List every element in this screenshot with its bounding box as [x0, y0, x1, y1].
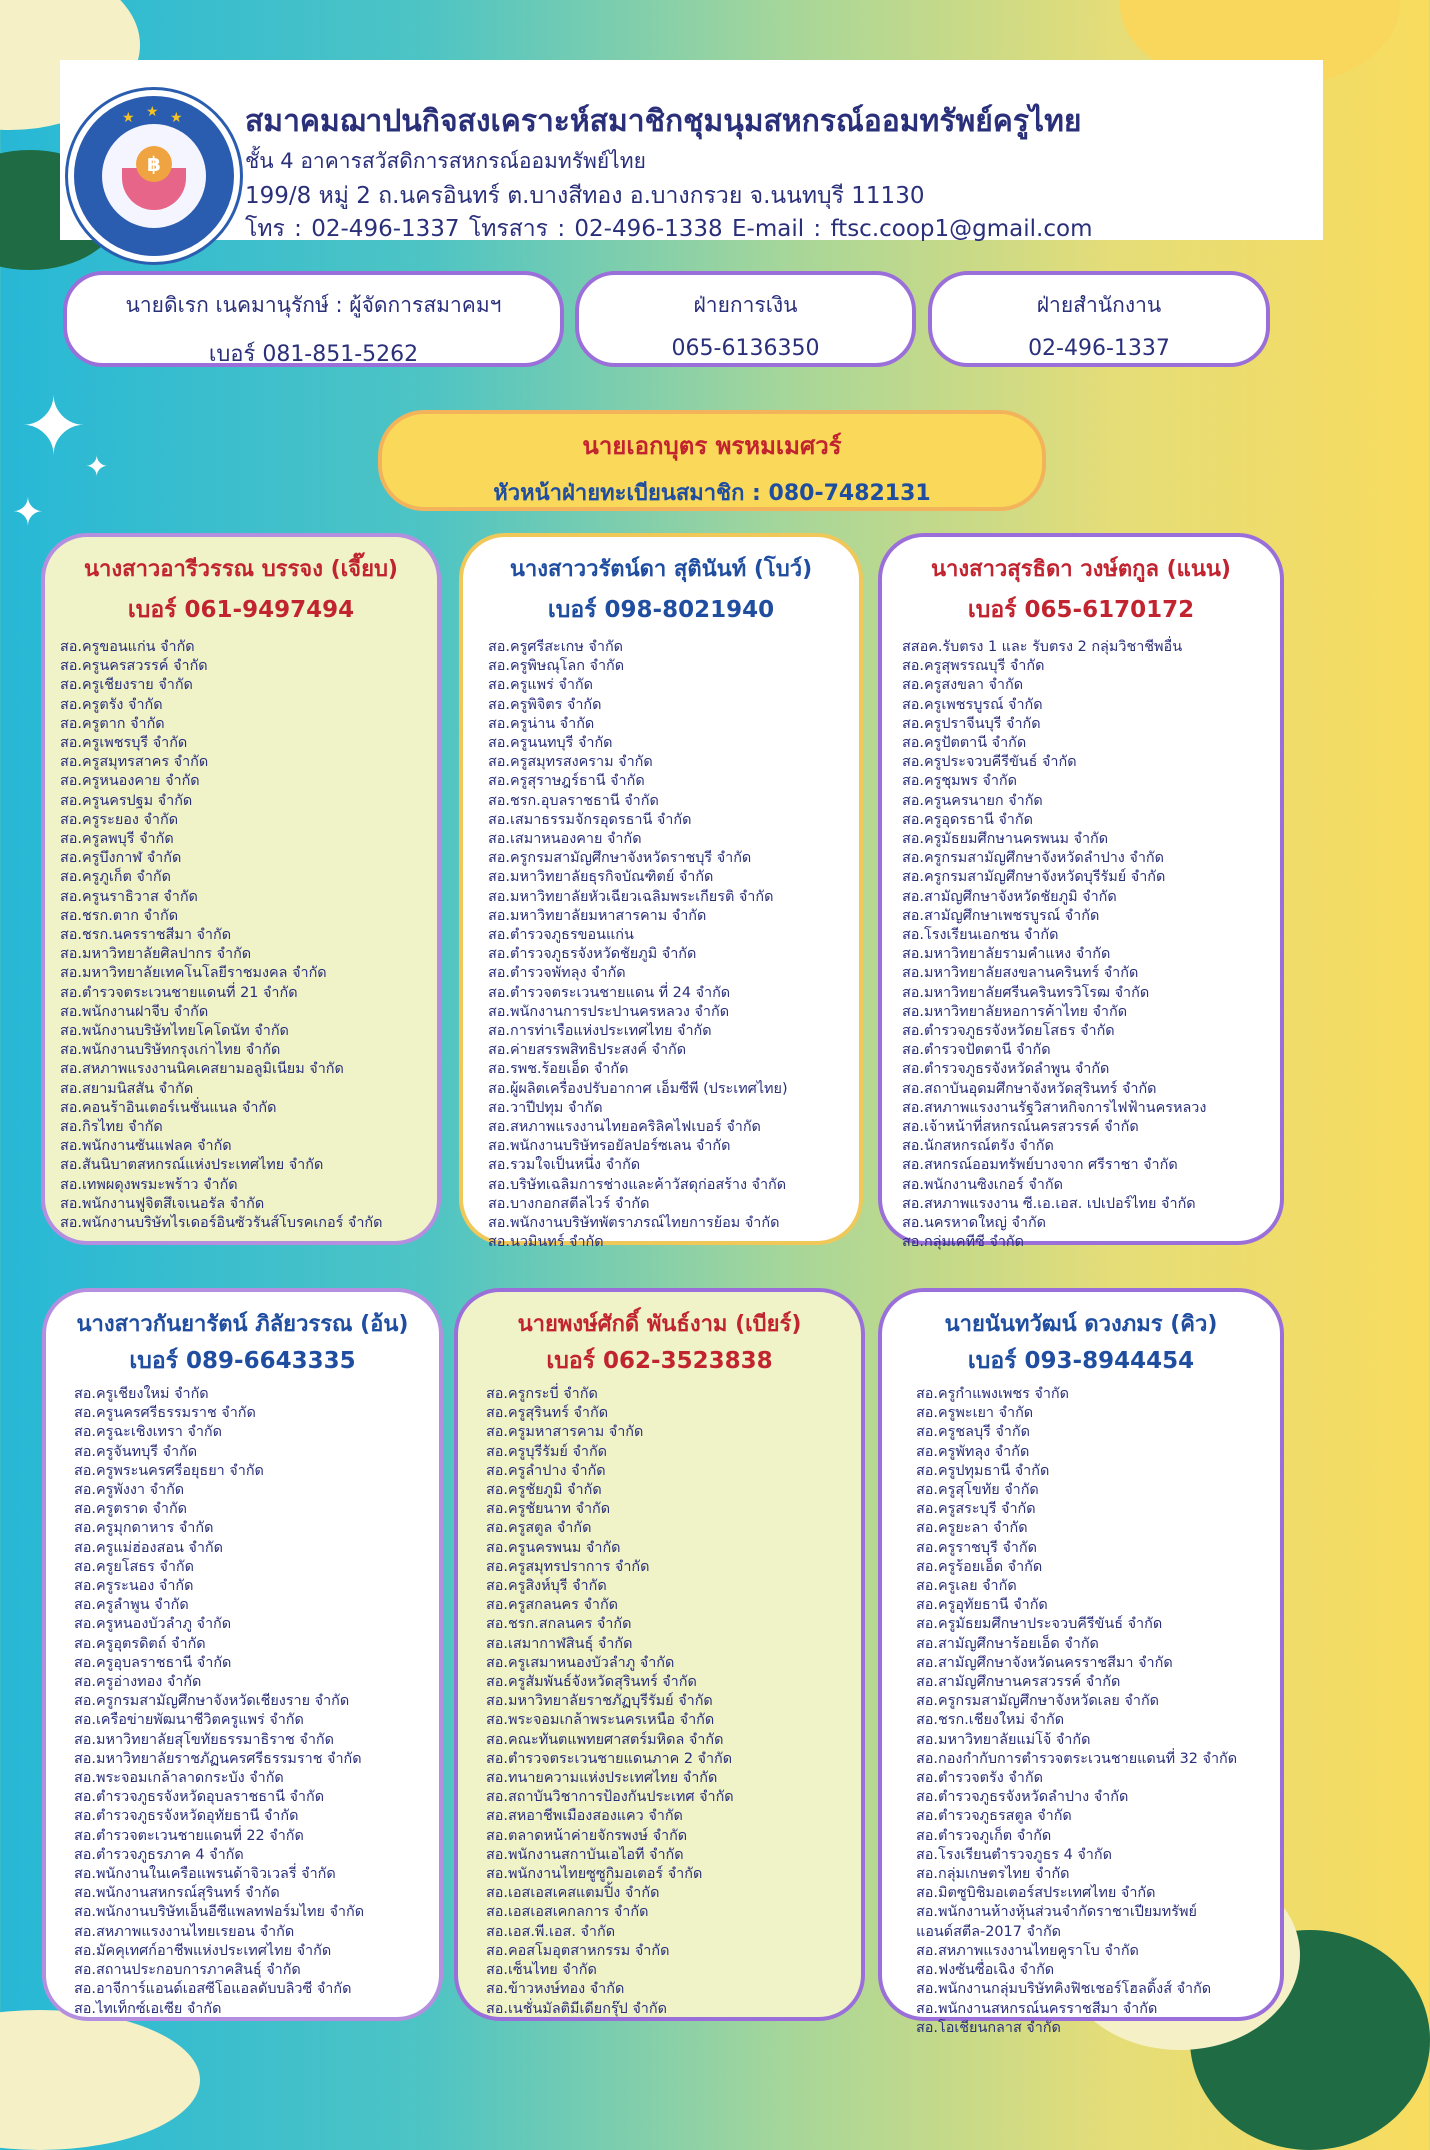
- coop-list-item: สอ.สยามนิสสัน จำกัด: [60, 1080, 194, 1097]
- coop-list-item: สอ.ครูแม่ฮ่องสอน จำกัด: [74, 1539, 223, 1556]
- coop-list-item: สอ.ทนายความแห่งประเทศไทย จำกัด: [486, 1770, 718, 1787]
- coop-list-item: สอ.ครูชลบุรี จำกัด: [916, 1424, 1030, 1441]
- sparkle-icon-large: ✦: [20, 380, 88, 473]
- coop-list-item: สอ.สามัญศึกษาเพชรบูรณ์ จำกัด: [902, 907, 1100, 924]
- coop-list-item: สอ.ครูเลย จำกัด: [916, 1578, 1017, 1595]
- coop-list-item: สอ.ครูสมุทรสงคราม จำกัด: [488, 754, 653, 771]
- logo-emblem: [102, 124, 206, 228]
- coop-list-item: สอ.กองกำกับการตำรวจตระเวนชายแดนที่ 32 จำกัด: [916, 1750, 1238, 1767]
- coop-list-item: สอ.ครูเพชรบูรณ์ จำกัด: [902, 696, 1043, 713]
- coop-list-item: สอ.ครูหนองบัวลำภู จำกัด: [74, 1616, 232, 1633]
- coop-list-item: สอ.เอสเอสเคกลการ จำกัด: [486, 1904, 649, 1921]
- coop-list-item: สอ.สหภาพแรงงานไทยอคริลิคไฟเบอร์ จำกัด: [488, 1119, 761, 1136]
- coop-list-item: สอ.ครูอุดรธานี จำกัด: [902, 811, 1033, 828]
- coop-list-item: สอ.ตำรวจภูธรจังหวัดลำพูน จำกัด: [902, 1061, 1110, 1078]
- coop-list-item: สอ.มหาวิทยาลัยแม่โจ้ จำกัด: [916, 1731, 1091, 1748]
- coop-list-item: สอ.ครูจันทบุรี จำกัด: [74, 1443, 198, 1460]
- coop-list-item: สอ.ตำรวจภูธรจังหวัดอุบลราชธานี จำกัด: [74, 1789, 325, 1806]
- coop-list-item: สอ.มหาวิทยาลัยหอการค้าไทย จำกัด: [902, 1003, 1128, 1020]
- staff-card-3: [878, 533, 1284, 1251]
- coop-list-item: สอ.พนักงานสหกรณ์นครราชสีมา จำกัด: [916, 2000, 1158, 2017]
- coop-list-item: สอ.ครูขอนแก่น จำกัด: [60, 639, 195, 655]
- coop-list-item: สอ.ครูระนอง จำกัด: [74, 1578, 194, 1595]
- coop-list-item: สอ.ตลาดหน้าค่ายจักรพงษ์ จำกัด: [486, 1827, 688, 1844]
- coop-list-item: สอ.ครูลำพูน จำกัด: [74, 1597, 189, 1614]
- coop-list-item: สอ.ตำรวจตระเวนชายแดน ที่ 24 จำกัด: [488, 984, 731, 1001]
- coop-list-item: สอ.ครูตรัง จำกัด: [60, 696, 163, 713]
- coop-list-item: สอ.มหาวิทยาลัยสงขลานครินทร์ จำกัด: [902, 965, 1139, 982]
- coop-list-item: สอ.ครูกรมสามัญศึกษาจังหวัดลำปาง จำกัด: [902, 850, 1164, 867]
- coop-list-item: สอ.ครูพิจิตร จำกัด: [488, 696, 602, 713]
- coop-list-item: สอ.ชรก.นครราชสีมา จำกัด: [60, 927, 232, 944]
- coop-list-item: สอ.ครูกระบี่ จำกัด: [486, 1386, 598, 1402]
- coop-list-item: สอ.ฟงซันซื่อเฉิง จำกัด: [916, 1962, 1055, 1979]
- coop-list-item: สอ.ค่ายสรรพสิทธิประสงค์ จำกัด: [488, 1042, 687, 1059]
- coop-list-item: สอ.ครูสตูล จำกัด: [486, 1520, 592, 1537]
- coop-list-item: สอ.คอสโมอุตสาหกรรม จำกัด: [486, 1942, 670, 1959]
- coop-list-item: สอ.พนักงานบริษัทพัตราภรณ์ไทยการย้อม จำกัด: [488, 1215, 780, 1232]
- coop-list-item: สอ.มัคคุเทศก์อาชีพแห่งประเทศไทย จำกัด: [74, 1942, 332, 1959]
- coop-list-item: สอ.ครูมัธยมศึกษาประจวบคีรีขันธ์ จำกัด: [916, 1616, 1163, 1633]
- coop-list-item: แอนด์สตีล-2017 จำกัด: [916, 1923, 1062, 1940]
- coop-list-item: สอ.ครูตราด จำกัด: [74, 1501, 188, 1518]
- coop-list-item: สอ.ครูพิษณุโลก จำกัด: [488, 658, 625, 675]
- staff-phone[interactable]: เบอร์ 098-8021940: [547, 597, 775, 623]
- coop-list-item: สอ.มิตซูบิชิมอเตอร์สประเทศไทย จำกัด: [916, 1885, 1156, 1902]
- coop-list-item: สอ.บริษัทเฉลิมการช่างและค้าวัสดุก่อสร้าง จำกัด: [488, 1176, 787, 1193]
- coop-list-item: สอ.ครูสุพรรณบุรี จำกัด: [902, 658, 1045, 675]
- staff-phone[interactable]: เบอร์ 065-6170172: [967, 597, 1195, 623]
- coop-list-item: สอ.โรงเรียนเอกชน จำกัด: [902, 927, 1059, 944]
- sparkle-icon-small: ✦: [85, 450, 109, 483]
- coop-list-item: สอ.ครูปราจีนบุรี จำกัด: [902, 715, 1041, 732]
- staff-card-4: [42, 1288, 443, 2021]
- coop-list-item: สอ.กลุ่มเคทีซี จำกัด: [902, 1234, 1024, 1251]
- coop-list-item: สอ.ครูลำปาง จำกัด: [486, 1462, 606, 1479]
- coop-list-item: สอ.ครูอุทัยธานี จำกัด: [916, 1597, 1048, 1614]
- coop-list-item: สอ.นวมินทร์ จำกัด: [488, 1234, 604, 1251]
- coop-list-item: สอ.ครูแพร่ จำกัด: [488, 677, 593, 694]
- staff-coop-list: [458, 1385, 861, 2019]
- coop-list-item: สอ.ตำรวจตระเวนชายแดนภาค 2 จำกัด: [486, 1750, 733, 1767]
- coop-list-item: สอ.ครูชัยนาท จำกัด: [486, 1501, 611, 1518]
- coop-list-item: สอ.ครูปัตตานี จำกัด: [902, 735, 1027, 752]
- coop-list-item: สอ.ครูอ่างทอง จำกัด: [74, 1674, 202, 1691]
- coop-list-item: สอ.โรงเรียนตำรวจภูธร 4 จำกัด: [916, 1846, 1112, 1863]
- coop-list-item: สอ.ครูนนทบุรี จำกัด: [488, 735, 613, 752]
- coop-list-item: สอ.ครูกรมสามัญศึกษาจังหวัดเชียงราย จำกัด: [74, 1693, 350, 1710]
- coop-list-item: สอ.ตำรวจภูธรจังหวัดลำปาง จำกัด: [916, 1789, 1129, 1806]
- contact-manager: [63, 271, 564, 367]
- coop-list-item: สอ.ตำรวจภูธรจังหวัดยโสธร จำกัด: [902, 1023, 1115, 1040]
- coop-list-item: สอ.ครูระยอง จำกัด: [60, 811, 179, 828]
- staff-phone[interactable]: เบอร์ 061-9497494: [127, 597, 355, 623]
- coop-list-item: สอ.สถาบันวิชาการป้องกันประเทศ จำกัด: [486, 1789, 734, 1806]
- coop-list-item: สอ.เจ้าหน้าที่สหกรณ์นครสวรรค์ จำกัด: [902, 1119, 1139, 1136]
- coop-list-item: สอ.สหภาพแรงงานไทยคูราโบ จำกัด: [916, 1942, 1139, 1959]
- coop-list-item: สอ.เสมาหนองคาย จำกัด: [488, 831, 642, 848]
- coop-list-item: สอ.ครูฉะเชิงเทรา จำกัด: [74, 1424, 222, 1441]
- coop-list-item: สอ.ครูเชียงใหม่ จำกัด: [74, 1386, 209, 1402]
- coop-list-item: สอ.ครูตาก จำกัด: [60, 715, 165, 732]
- coop-list-item: สอ.นักสหกรณ์ตรัง จำกัด: [902, 1138, 1054, 1155]
- coop-list-item: สอ.มหาวิทยาลัยเทคโนโลยีราชมงคล จำกัด: [60, 965, 327, 982]
- coop-list-item: สอ.สามัญศึกษาร้อยเอ็ด จำกัด: [916, 1635, 1099, 1652]
- staff-name: นางสาวกันยารัตน์ ภิลัยวรรณ (อ้น): [76, 1312, 409, 1337]
- coop-list-item: สอ.ครูชัยภูมิ จำกัด: [486, 1482, 602, 1499]
- coop-list-item: สอ.ครูปทุมธานี จำกัด: [916, 1462, 1050, 1479]
- coop-list-item: สอ.สหภาพแรงงานนิคเคสยามอลูมิเนียม จำกัด: [60, 1061, 344, 1078]
- staff-card-6: [878, 1288, 1284, 2036]
- coop-list-item: สอ.สามัญศึกษาจังหวัดนครราชสีมา จำกัด: [916, 1654, 1173, 1671]
- staff-phone[interactable]: เบอร์ 093-8944454: [967, 1348, 1195, 1374]
- staff-name: นางสาวสุรธิดา วงษ์ตกูล (แนน): [931, 557, 1231, 582]
- registration-head-box: [378, 410, 1046, 511]
- coop-list-item: สอ.พนักงานสหกรณ์สุรินทร์ จำกัด: [74, 1885, 280, 1902]
- coop-list-item: สอ.ตำรวจภูธรจังหวัดชัยภูมิ จำกัด: [488, 946, 697, 963]
- coop-list-item: สอ.สหภาพแรงงานรัฐวิสาหกิจการไฟฟ้านครหลวง: [902, 1099, 1207, 1116]
- organization-subtitle: ชั้น 4 อาคารสวัสดิการสหกรณ์ออมทรัพย์ไทย: [245, 149, 646, 173]
- coop-list-item: สอ.ชรก.เชียงใหม่ จำกัด: [916, 1712, 1065, 1729]
- coop-list-item: สอ.พนักงานฝาจีบ จำกัด: [60, 1003, 209, 1020]
- coop-list-item: สอ.พนักงานบริษัทไรเดอร์อินซัวรันส์โบรคเกอร์ จำกัด: [60, 1215, 383, 1232]
- coop-list-item: สอ.ครูน่าน จำกัด: [488, 715, 595, 732]
- coop-list-item: สอ.ชรก.ตาก จำกัด: [60, 907, 179, 924]
- coop-list-item: สอ.ครูศรีสะเกษ จำกัด: [488, 639, 623, 655]
- coop-list-item: สอ.สหภาพแรงงานไทยเรยอน จำกัด: [74, 1923, 295, 1940]
- coop-list-item: สอ.ครูยโสธร จำกัด: [74, 1558, 194, 1575]
- coop-list-item: สอ.ตำรวจภูธรภาค 4 จำกัด: [74, 1846, 244, 1863]
- staff-name: นายนันทวัฒน์ ดวงภมร (คิว): [944, 1312, 1218, 1337]
- coop-list-item: สอ.ครูสุโขทัย จำกัด: [916, 1482, 1039, 1499]
- coop-list-item: สอ.ตำรวจตระเวนชายแดนที่ 21 จำกัด: [60, 984, 298, 1001]
- coop-list-item: สอ.เทพผดุงพรมะพร้าว จำกัด: [60, 1176, 238, 1193]
- coop-list-item: สอ.ครูพัทลุง จำกัด: [916, 1443, 1030, 1460]
- contact-phone[interactable]: 065-6136350: [671, 336, 820, 361]
- coop-list-item: สอ.เอสเอสเคสแตมปิ้ง จำกัด: [486, 1885, 660, 1902]
- sparkle-icon-tiny: ✦: [12, 490, 44, 534]
- coop-list-item: สอ.ครูสระบุรี จำกัด: [916, 1501, 1036, 1518]
- coop-list-item: สอ.พนักงานกลุ่มบริษัทคิงฟิชเชอร์โฮลดิ้งส์ จำกัด: [916, 1981, 1212, 1998]
- staff-card-1: [41, 533, 441, 1245]
- coop-list-item: สอ.ครูชุมพร จำกัด: [902, 773, 1017, 790]
- coin-icon: ฿: [136, 146, 172, 182]
- staff-name: นางสาววรัตน์ดา สุตินันท์ (โบว์): [509, 557, 813, 582]
- staff-name: นางสาวอารีวรรณ บรรจง (เจี๊ยบ): [84, 557, 398, 582]
- coop-list-item: สอ.ครูเสมาหนองบัวลำภู จำกัด: [486, 1654, 675, 1671]
- coop-list-item: สอ.มหาวิทยาลัยรามคำแหง จำกัด: [902, 946, 1111, 963]
- coop-list-item: สอ.ครูนครนายก จำกัด: [902, 792, 1043, 809]
- coop-list-item: สอ.ครูกรมสามัญศึกษาจังหวัดราชบุรี จำกัด: [488, 850, 752, 867]
- coop-list-item: สอ.ครูสิงห์บุรี จำกัด: [486, 1578, 607, 1595]
- star-icon: ★: [170, 110, 183, 126]
- coop-list-item: สอ.ตำรวจภูธรขอนแก่น: [488, 927, 634, 944]
- coop-list-item: สอ.ครูเพชรบุรี จำกัด: [60, 735, 188, 752]
- coop-list-item: สอ.พนักงานฟูจิตสึเจเนอรัล จำกัด: [60, 1195, 265, 1212]
- coop-list-item: สอ.ครูสุรินทร์ จำกัด: [486, 1405, 609, 1422]
- coop-list-item: สอ.คอนร้าอินเตอร์เนชั่นแนล จำกัด: [60, 1099, 277, 1116]
- coop-list-item: สอ.มหาวิทยาลัยราชภัฏบุรีรัมย์ จำกัด: [486, 1693, 713, 1710]
- coop-list-item: สอ.เอส.พี.เอส. จำกัด: [486, 1923, 616, 1940]
- coop-list-item: สอ.ครูสงขลา จำกัด: [902, 677, 1024, 694]
- coop-list-item: สอ.ชรก.อุบลราชธานี จำกัด: [488, 792, 659, 809]
- coop-list-item: สอ.ตำรวจตรัง จำกัด: [916, 1770, 1043, 1787]
- coop-list-item: สอ.พนักงานบริษัทไทยโคโดนัท จำกัด: [60, 1023, 289, 1040]
- coop-list-item: สอ.มหาวิทยาลัยศรีนครินทรวิโรฒ จำกัด: [902, 984, 1150, 1001]
- coop-list-item: สอ.ครูนครศรีธรรมราช จำกัด: [74, 1405, 256, 1422]
- staff-card-2: [459, 533, 863, 1251]
- coop-list-item: สอ.ครูกรมสามัญศึกษาจังหวัดเลย จำกัด: [916, 1693, 1159, 1710]
- organization-contact: โทร : 02-496-1337 โทรสาร : 02-496-1338 E-mail : ftsc.coop1@gmail.com: [245, 216, 1093, 242]
- registration-head-name: นายเอกบุตร พรหมเมศวร์: [582, 432, 842, 460]
- coop-list-item: สอ.เครือข่ายพัฒนาชีวิตครูแพร่ จำกัด: [74, 1712, 304, 1729]
- coop-list-item: สอ.เสมากาฬสินธุ์ จำกัด: [486, 1635, 633, 1652]
- staff-phone[interactable]: เบอร์ 062-3523838: [546, 1348, 773, 1374]
- coop-list-item: สอ.มหาวิทยาลัยสุโขทัยธรรมาธิราช จำกัด: [74, 1731, 334, 1748]
- association-logo: [68, 90, 240, 262]
- organization-title: สมาคมฌาปนกิจสงเคราะห์สมาชิกชุมนุมสหกรณ์ออมทรัพย์ครูไทย: [245, 104, 1082, 139]
- coop-list-item: สอ.ครูหนองคาย จำกัด: [60, 773, 200, 790]
- coop-list-item: สอ.พระจอมเกล้าพระนครเหนือ จำกัด: [486, 1712, 715, 1729]
- coop-list-item: สอ.พนักงานบริษัทกรุงเก่าไทย จำกัด: [60, 1042, 281, 1059]
- coop-list-item: สอ.สามัญศึกษานครสวรรค์ จำกัด: [916, 1674, 1121, 1691]
- coop-list-item: สอ.ข้าวหงษ์ทอง จำกัด: [486, 1981, 625, 1998]
- coop-list-item: สอ.ครูบึงกาฬ จำกัด: [60, 850, 182, 867]
- coop-list-item: สอ.มหาวิทยาลัยหัวเฉียวเฉลิมพระเกียรติ จำกัด: [488, 888, 774, 905]
- contact-office: [928, 271, 1270, 367]
- coop-list-item: สอ.สันนิบาตสหกรณ์แห่งประเทศไทย จำกัด: [60, 1157, 324, 1174]
- coop-list-item: สอ.มหาวิทยาลัยธุรกิจบัณฑิตย์ จำกัด: [488, 869, 714, 886]
- coop-list-item: สอ.ครูมัธยมศึกษานครพนม จำกัด: [902, 831, 1109, 848]
- contact-phone[interactable]: 02-496-1337: [1028, 336, 1170, 361]
- coop-list-item: สอ.ครูพระนครศรีอยุธยา จำกัด: [74, 1462, 264, 1479]
- bg-blob-bottomleft: [0, 2010, 200, 2150]
- coop-list-item: สอ.ครูภูเก็ต จำกัด: [60, 869, 171, 886]
- contact-label: นายดิเรก เนคมานุรักษ์ : ผู้จัดการสมาคมฯ: [125, 293, 502, 317]
- coop-list-item: สอ.มหาวิทยาลัยราชภัฏนครศรีธรรมราช จำกัด: [74, 1750, 362, 1767]
- coop-list-item: สอ.สหอาชีพเมืองสองแคว จำกัด: [486, 1808, 683, 1825]
- coop-list-item: สอ.เซ็นไทย จำกัด: [486, 1962, 597, 1979]
- coop-list-item: สอ.ตำรวจภูธรจังหวัดอุทัยธานี จำกัด: [74, 1808, 299, 1825]
- coop-list-item: สอ.พนักงานบริษัทเอ็นอีซีแพลทฟอร์มไทย จำกัด: [74, 1904, 365, 1921]
- coop-list-item: สอ.รพช.ร้อยเอ็ด จำกัด: [488, 1061, 629, 1078]
- contact-phone[interactable]: เบอร์ 081-851-5262: [208, 342, 419, 367]
- coop-list-item: สอ.ครูนครปฐม จำกัด: [60, 792, 193, 809]
- coop-list-item: สอ.ครูสัมพันธ์จังหวัดสุรินทร์ จำกัด: [486, 1674, 697, 1691]
- coop-list-item: สอ.ครูสมุทรปราการ จำกัด: [486, 1558, 650, 1575]
- registration-head-role[interactable]: หัวหน้าฝ่ายทะเบียนสมาชิก : 080-7482131: [493, 481, 931, 506]
- coop-list-item: สอ.ไทเท็กซ์เอเซีย จำกัด: [74, 2000, 222, 2017]
- coop-list-item: สอ.ชรก.สกลนคร จำกัด: [486, 1616, 632, 1633]
- coop-list-item: สอ.กิรไทย จำกัด: [60, 1119, 163, 1136]
- coop-list-item: สอ.สหกรณ์ออมทรัพย์บางจาก ศรีราชา จำกัด: [902, 1157, 1178, 1174]
- coop-list-item: สอ.พระจอมเกล้าลาดกระบัง จำกัด: [74, 1770, 284, 1787]
- coop-list-item: สอ.ครูพะเยา จำกัด: [916, 1405, 1034, 1422]
- coop-list-item: สอ.คณะทันตแพทยศาสตร์มหิดล จำกัด: [486, 1731, 724, 1748]
- contact-label: ฝ่ายสำนักงาน: [1036, 293, 1162, 317]
- coop-list-item: สอ.ครูสกลนคร จำกัด: [486, 1597, 619, 1614]
- coop-list-item: สอ.กลุ่มเกษตรไทย จำกัด: [916, 1866, 1070, 1883]
- coop-list-item: สอ.อาจีการ์แอนด์เอสซีโอแอลดับบลิวซี จำกัด: [74, 1981, 352, 1998]
- coop-list-item: สอ.สถาบันอุดมศึกษาจังหวัดสุรินทร์ จำกัด: [902, 1080, 1157, 1097]
- coop-list-item: สอ.ครูนครสวรรค์ จำกัด: [60, 658, 208, 675]
- coop-list-item: สอ.ครูราชบุรี จำกัด: [916, 1539, 1037, 1556]
- coop-list-item: สอ.ผู้ผลิตเครื่องปรับอากาศ เอ็มซีพี (ประเทศไทย): [488, 1080, 788, 1097]
- coop-list-item: สอ.ครูประจวบคีรีขันธ์ จำกัด: [902, 754, 1077, 771]
- coop-list-item: สอ.ตำรวจปัตตานี จำกัด: [902, 1042, 1051, 1059]
- star-icon: ★: [122, 110, 135, 126]
- staff-coop-list: [882, 1385, 1280, 2038]
- coop-list-item: สอ.ครูอุบลราชธานี จำกัด: [74, 1654, 232, 1671]
- coop-list-item: สอ.ตำรวจภูเก็ต จำกัด: [916, 1827, 1052, 1844]
- coop-list-item: สอ.ครูสุราษฎร์ธานี จำกัด: [488, 773, 645, 790]
- staff-coop-list: [46, 1385, 439, 2019]
- coop-list-item: สอ.ครูกำแพงเพชร จำกัด: [916, 1386, 1069, 1402]
- staff-card-5: [454, 1288, 865, 2021]
- coop-list-item: สอ.เนชั่นมัลติมีเดียกรุ๊ป จำกัด: [486, 2000, 667, 2017]
- coop-list-item: สอ.พนักงานบริษัทรอยัลปอร์ซเลน จำกัด: [488, 1138, 731, 1155]
- coop-list-item: สอ.ตำรวจตะเวนชายแดนที่ 22 จำกัด: [74, 1827, 304, 1844]
- coop-list-item: สอ.ครูนราธิวาส จำกัด: [60, 888, 198, 905]
- coop-list-item: สอ.ครูสมุทรสาคร จำกัด: [60, 754, 209, 771]
- coop-list-item: สอ.พนักงานไทยซูซูกิมอเตอร์ จำกัด: [486, 1866, 703, 1883]
- coop-list-item: สอ.บางกอกสตีลไวร์ จำกัด: [488, 1195, 650, 1212]
- coop-list-item: สอ.ตำรวจภูธรสตูล จำกัด: [916, 1808, 1072, 1825]
- coop-list-item: สอ.ครูมุกดาหาร จำกัด: [74, 1520, 214, 1537]
- coop-list-item: สอ.มหาวิทยาลัยศิลปากร จำกัด: [60, 946, 252, 963]
- staff-phone[interactable]: เบอร์ 089-6643335: [129, 1348, 356, 1374]
- staff-coop-list: [45, 638, 437, 1233]
- coop-list-item: สอ.พนักงานซันแฟลค จำกัด: [60, 1138, 232, 1155]
- organization-address: 199/8 หมู่ 2 ถ.นครอินทร์ ต.บางสีทอง อ.บางกรวย จ.นนทบุรี 11130: [245, 183, 925, 209]
- coop-list-item: สอ.พนักงานสกาบันเอไอที จำกัด: [486, 1846, 684, 1863]
- staff-coop-list: [882, 638, 1280, 1253]
- coop-list-item: สอ.พนักงานในเครือแพรนด้าจิวเวลรี่ จำกัด: [74, 1866, 336, 1883]
- staff-coop-list: [463, 638, 859, 1253]
- coop-list-item: สอ.ครูเชียงราย จำกัด: [60, 677, 193, 694]
- coop-list-item: สอ.ครูอุตรดิตถ์ จำกัด: [74, 1635, 206, 1652]
- coop-list-item: สอ.รวมใจเป็นหนึ่ง จำกัด: [488, 1157, 641, 1174]
- coop-list-item: สอ.ครูบุรีรัมย์ จำกัด: [486, 1443, 608, 1460]
- star-icon: ★: [146, 104, 159, 120]
- coop-list-item: สอ.มหาวิทยาลัยมหาสารคาม จำกัด: [488, 907, 707, 924]
- coop-list-item: สอ.นครหาดใหญ่ จำกัด: [902, 1215, 1047, 1232]
- coop-list-item: สอ.การท่าเรือแห่งประเทศไทย จำกัด: [488, 1023, 712, 1040]
- coop-list-item: สอ.ครูลพบุรี จำกัด: [60, 831, 174, 848]
- coop-list-item: สสอค.รับตรง 1 และ รับตรง 2 กลุ่มวิชาชีพอื่น: [902, 639, 1183, 655]
- contact-label: ฝ่ายการเงิน: [693, 293, 798, 317]
- coop-list-item: สอ.ครูร้อยเอ็ด จำกัด: [916, 1558, 1043, 1575]
- coop-list-item: สอ.ครูยะลา จำกัด: [916, 1520, 1028, 1537]
- coop-list-item: สอ.โอเชียนกลาส จำกัด: [916, 2019, 1061, 2036]
- coop-list-item: สอ.สถานประกอบการภาคสินธุ์ จำกัด: [74, 1962, 301, 1979]
- coop-list-item: สอ.วาปีปทุม จำกัด: [488, 1099, 603, 1116]
- coop-list-item: สอ.ครูมหาสารคาม จำกัด: [486, 1424, 644, 1441]
- coop-list-item: สอ.สามัญศึกษาจังหวัดชัยภูมิ จำกัด: [902, 888, 1117, 905]
- coop-list-item: สอ.ครูกรมสามัญศึกษาจังหวัดบุรีรัมย์ จำกัด: [902, 869, 1166, 886]
- contact-finance: [575, 271, 916, 367]
- coop-list-item: สอ.สหภาพแรงงาน ซี.เอ.เอส. เปเปอร์ไทย จำกัด: [902, 1195, 1196, 1212]
- coop-list-item: สอ.พนักงานห้างหุ้นส่วนจำกัดราชาเปียมทรัพย์: [916, 1904, 1197, 1921]
- coop-list-item: สอ.ตำรวจพัทลุง จำกัด: [488, 965, 626, 982]
- coop-list-item: สอ.ครูพังงา จำกัด: [74, 1482, 185, 1499]
- staff-name: นายพงษ์ศักดิ์ พันธ์งาม (เบียร์): [517, 1312, 802, 1337]
- coop-list-item: สอ.เสมาธรรมจักรอุดรธานี จำกัด: [488, 811, 692, 828]
- coop-list-item: สอ.พนักงานการประปานครหลวง จำกัด: [488, 1003, 730, 1020]
- coop-list-item: สอ.ครูนครพนม จำกัด: [486, 1539, 621, 1556]
- coop-list-item: สอ.พนักงานซิงเกอร์ จำกัด: [902, 1176, 1063, 1193]
